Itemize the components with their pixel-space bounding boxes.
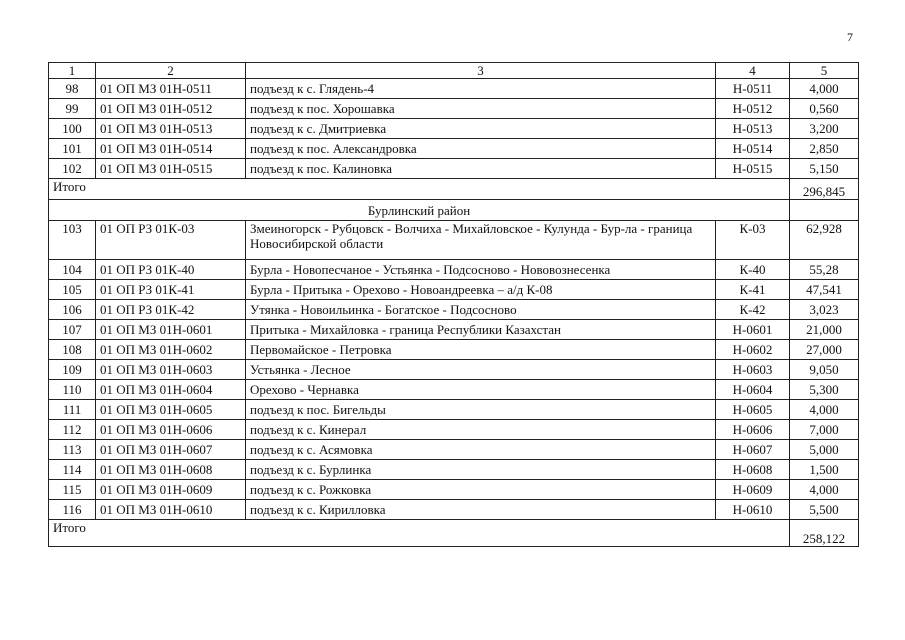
road-name: Утянка - Новоильинка - Богатское - Подсосново (246, 300, 716, 320)
total-row (49, 179, 859, 200)
table-row (49, 420, 859, 440)
road-name: Орехово - Чернавка (246, 380, 716, 400)
road-name: подъезд к с. Кирилловка (246, 500, 716, 520)
road-id: 01 ОП МЗ 01Н-0609 (96, 480, 246, 500)
road-index: Н-0511 (716, 79, 790, 99)
row-number: 102 (49, 159, 96, 179)
road-index: Н-0607 (716, 440, 790, 460)
row-number: 110 (49, 380, 96, 400)
road-index: К-40 (716, 260, 790, 280)
road-length: 4,000 (790, 400, 859, 420)
table-row (49, 139, 859, 159)
road-name: подъезд к пос. Бигельды (246, 400, 716, 420)
district-empty-cell (790, 200, 859, 221)
road-length: 3,200 (790, 119, 859, 139)
road-length: 5,000 (790, 440, 859, 460)
row-number: 112 (49, 420, 96, 440)
road-name: Бурла - Новопесчаное - Устьянка - Подсосново - Нововознесенка (246, 260, 716, 280)
road-index: Н-0601 (716, 320, 790, 340)
row-number: 111 (49, 400, 96, 420)
header-col-2: 2 (96, 63, 246, 79)
road-length: 2,850 (790, 139, 859, 159)
road-name: Устьянка - Лесное (246, 360, 716, 380)
road-index: К-03 (716, 221, 790, 260)
road-index: Н-0609 (716, 480, 790, 500)
header-col-5: 5 (790, 63, 859, 79)
road-id: 01 ОП МЗ 01Н-0514 (96, 139, 246, 159)
header-col-4: 4 (716, 63, 790, 79)
table-row (49, 119, 859, 139)
road-id: 01 ОП МЗ 01Н-0513 (96, 119, 246, 139)
road-name: подъезд к пос. Хорошавка (246, 99, 716, 119)
road-length: 5,150 (790, 159, 859, 179)
total-row (49, 520, 859, 547)
table-row (49, 440, 859, 460)
row-number: 113 (49, 440, 96, 460)
total-label: Итого (49, 520, 790, 547)
row-number: 101 (49, 139, 96, 159)
road-name: подъезд к с. Бурлинка (246, 460, 716, 480)
row-number: 107 (49, 320, 96, 340)
road-index: Н-0608 (716, 460, 790, 480)
table-row (49, 260, 859, 280)
road-index: Н-0514 (716, 139, 790, 159)
table-row (49, 340, 859, 360)
road-index: К-42 (716, 300, 790, 320)
road-index: Н-0513 (716, 119, 790, 139)
table-row (49, 400, 859, 420)
road-id: 01 ОП МЗ 01Н-0602 (96, 340, 246, 360)
road-length: 0,560 (790, 99, 859, 119)
table-row (49, 99, 859, 119)
row-number: 108 (49, 340, 96, 360)
total-value: 258,122 (790, 520, 859, 547)
road-index: К-41 (716, 280, 790, 300)
total-label: Итого (49, 179, 790, 200)
table-row (49, 221, 859, 260)
table-row (49, 480, 859, 500)
road-length: 21,000 (790, 320, 859, 340)
road-id: 01 ОП МЗ 01Н-0603 (96, 360, 246, 380)
header-col-3: 3 (246, 63, 716, 79)
table-row (49, 280, 859, 300)
row-number: 98 (49, 79, 96, 99)
district-row (49, 200, 859, 221)
road-id: 01 ОП РЗ 01К-42 (96, 300, 246, 320)
road-length: 3,023 (790, 300, 859, 320)
table-row (49, 380, 859, 400)
page-number: 7 (847, 30, 853, 44)
road-length: 55,28 (790, 260, 859, 280)
table-body (49, 79, 859, 547)
table-row (49, 360, 859, 380)
road-index: Н-0606 (716, 420, 790, 440)
road-index: Н-0610 (716, 500, 790, 520)
row-number: 100 (49, 119, 96, 139)
row-number: 116 (49, 500, 96, 520)
header-row (49, 63, 859, 79)
road-name: подъезд к с. Дмитриевка (246, 119, 716, 139)
road-name: подъезд к с. Кинерал (246, 420, 716, 440)
road-name: Притыка - Михайловка - граница Республики Казахстан (246, 320, 716, 340)
row-number: 106 (49, 300, 96, 320)
road-id: 01 ОП МЗ 01Н-0511 (96, 79, 246, 99)
road-length: 62,928 (790, 221, 859, 260)
table-row (49, 500, 859, 520)
road-name: подъезд к пос. Калиновка (246, 159, 716, 179)
road-id: 01 ОП МЗ 01Н-0515 (96, 159, 246, 179)
road-id: 01 ОП МЗ 01Н-0601 (96, 320, 246, 340)
road-name: Бурла - Притыка - Орехово - Новоандреевка – а/д К-08 (246, 280, 716, 300)
road-name: подъезд к с. Глядень-4 (246, 79, 716, 99)
district-title: Бурлинский район (49, 200, 790, 221)
road-length: 27,000 (790, 340, 859, 360)
road-length: 5,500 (790, 500, 859, 520)
road-id: 01 ОП МЗ 01Н-0512 (96, 99, 246, 119)
road-length: 47,541 (790, 280, 859, 300)
road-index: Н-0603 (716, 360, 790, 380)
table-row (49, 320, 859, 340)
road-length: 9,050 (790, 360, 859, 380)
table-row (49, 159, 859, 179)
road-length: 1,500 (790, 460, 859, 480)
row-number: 115 (49, 480, 96, 500)
road-length: 4,000 (790, 79, 859, 99)
road-name: подъезд к пос. Александровка (246, 139, 716, 159)
road-name: подъезд к с. Асямовка (246, 440, 716, 460)
road-name: Змеиногорск - Рубцовск - Волчиха - Михайловское - Кулунда - Бур-ла - граница Новосибирской области (246, 221, 716, 260)
road-index: Н-0512 (716, 99, 790, 119)
table-row (49, 300, 859, 320)
row-number: 103 (49, 221, 96, 260)
road-index: Н-0604 (716, 380, 790, 400)
header-col-1: 1 (49, 63, 96, 79)
road-index: Н-0602 (716, 340, 790, 360)
road-id: 01 ОП МЗ 01Н-0610 (96, 500, 246, 520)
roads-table (48, 62, 859, 547)
road-length: 7,000 (790, 420, 859, 440)
road-id: 01 ОП РЗ 01К-03 (96, 221, 246, 260)
road-id: 01 ОП МЗ 01Н-0607 (96, 440, 246, 460)
road-index: Н-0605 (716, 400, 790, 420)
road-id: 01 ОП МЗ 01Н-0604 (96, 380, 246, 400)
road-name: Первомайское - Петровка (246, 340, 716, 360)
road-id: 01 ОП МЗ 01Н-0605 (96, 400, 246, 420)
road-index: Н-0515 (716, 159, 790, 179)
road-id: 01 ОП РЗ 01К-41 (96, 280, 246, 300)
road-id: 01 ОП МЗ 01Н-0606 (96, 420, 246, 440)
road-id: 01 ОП РЗ 01К-40 (96, 260, 246, 280)
road-id: 01 ОП МЗ 01Н-0608 (96, 460, 246, 480)
table-row (49, 460, 859, 480)
table-row (49, 79, 859, 99)
total-value: 296,845 (790, 179, 859, 200)
row-number: 109 (49, 360, 96, 380)
row-number: 99 (49, 99, 96, 119)
road-length: 5,300 (790, 380, 859, 400)
row-number: 105 (49, 280, 96, 300)
row-number: 104 (49, 260, 96, 280)
road-length: 4,000 (790, 480, 859, 500)
row-number: 114 (49, 460, 96, 480)
road-name: подъезд к с. Рожковка (246, 480, 716, 500)
